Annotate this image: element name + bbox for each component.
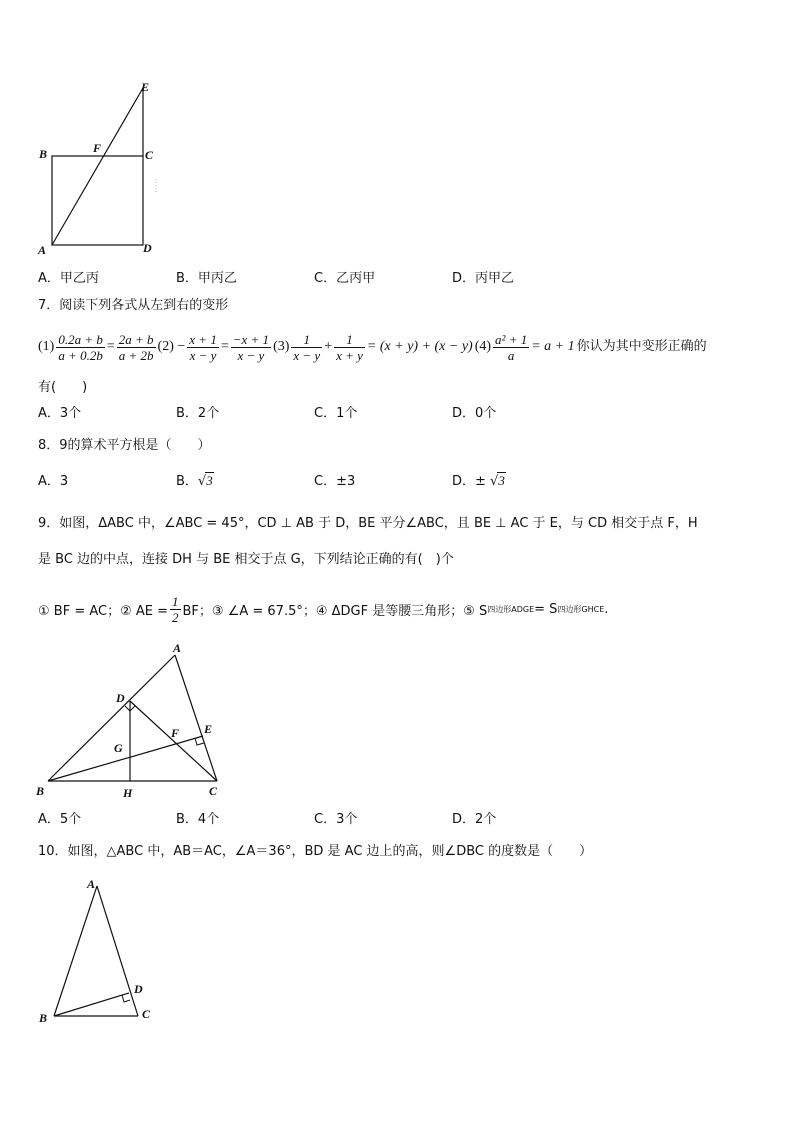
q7-expressions [38, 327, 707, 367]
q7-option-b[interactable]: B．2个 [176, 406, 220, 421]
label-e: E [141, 80, 150, 94]
right-angle-d [122, 995, 130, 1002]
q8-option-c[interactable]: C．±3 [314, 474, 356, 489]
q7-e3-rhs: = (x + y) + (x − y) [366, 339, 473, 354]
figure-triangle-abc-q9 [30, 638, 240, 804]
q9-option-d[interactable]: D．2个 [452, 812, 497, 827]
figure-square-abcd [30, 76, 170, 256]
q7-e2-label: (2) − [157, 339, 186, 354]
q7-line2: 有( ) [38, 380, 88, 395]
label-a: A [173, 641, 182, 655]
q6-option-a[interactable]: A．甲乙丙 [38, 271, 99, 286]
q9-area-sub-1: 四边形ADGE [487, 604, 535, 614]
q10-stem: 10．如图，△ABC 中，AB＝AC，∠A＝36°，BD 是 AC 边上的高，则∠DBC 的度数是（ ） [38, 844, 593, 859]
q6-option-c[interactable]: C．乙丙甲 [314, 271, 376, 286]
q9-option-a[interactable]: A．5个 [38, 812, 82, 827]
altitude-bd [54, 993, 129, 1016]
q7-tail: 你认为其中变形正确的 [576, 339, 707, 354]
q7-option-d[interactable]: D．0个 [452, 406, 497, 421]
q8-option-b[interactable]: B．√3 [176, 473, 213, 489]
q9-conclusion-2: BF；③ ∠A = 67.5°；④ ΔDGF 是等腰三角形；⑤ S [182, 603, 488, 619]
square-abcd [52, 156, 143, 245]
q7-e4-rhs: = a + 1 [531, 339, 575, 354]
q7-option-c[interactable]: C．1个 [314, 406, 358, 421]
q7-e1-equals: = [106, 339, 115, 354]
label-b: B [39, 1011, 48, 1025]
q9-conclusions [38, 592, 608, 626]
label-g: G [114, 741, 123, 755]
q6-option-b[interactable]: B．甲丙乙 [176, 271, 237, 286]
q7-option-a[interactable]: A．3个 [38, 406, 82, 421]
figure-isosceles-triangle-q10 [30, 872, 170, 1032]
q8-option-d[interactable]: D．± √3 [452, 473, 505, 489]
label-a: A [38, 243, 47, 256]
q7-e3-frac1: $\frac{1}{x - y}$ [293, 331, 321, 363]
q8-stem: 8．9的算术平方根是（ ） [38, 438, 211, 453]
q7-e1-label: (1) [38, 339, 55, 354]
q7-e2-frac2: $\frac{-x + 1}{x - y}$ [232, 331, 270, 363]
q9-line2: 是 BC 边的中点，连接 DH 与 BE 相交于点 G，下列结论正确的有( )个 [38, 552, 454, 567]
q9-conclusion-1: ① BF = AC；② AE = [38, 603, 169, 619]
label-d: D [134, 982, 143, 996]
label-c: C [145, 148, 154, 162]
q9-area-sub-2: 四边形GHCE [557, 604, 605, 614]
label-d: D [143, 241, 152, 255]
label-d: D [116, 691, 125, 705]
q9-period: . [604, 601, 609, 617]
q9-option-c[interactable]: C．3个 [314, 812, 358, 827]
q7-e2-frac1: $\frac{x + 1}{x - y}$ [189, 331, 217, 363]
side-ab [54, 886, 97, 1016]
label-f: F [171, 726, 180, 740]
q7-e3-label: (3) [273, 339, 290, 354]
q7-e4-label: (4) [474, 339, 492, 354]
q7-e1-frac2: $\frac{2a + b}{a + 2b}$ [118, 331, 154, 363]
q9-option-b[interactable]: B．4个 [176, 812, 220, 827]
label-h: H [123, 786, 133, 800]
sqrt-icon: √ [490, 474, 499, 489]
label-e: E [204, 722, 213, 736]
q7-e4-frac: $\frac{\text{a² + 1}}{a}$ [495, 331, 528, 363]
q7-e1-frac1: $\frac{0.2a + b}{a + 0.2b}$ [58, 331, 103, 363]
label-a: A [87, 877, 96, 891]
label-f: F [93, 141, 102, 155]
q7-e3-frac2: $\frac{1}{x + y}$ [336, 331, 363, 363]
q9-line1: 9．如图，ΔABC 中，∠ABC = 45°，CD ⊥ AB 于 D，BE 平分∠ABC，且 BE ⊥ AC 于 E，与 CD 相交于点 F，H [38, 516, 698, 531]
sqrt-icon: √ [197, 474, 207, 489]
label-c: C [209, 784, 218, 798]
q9-equals-s: = S [534, 601, 558, 617]
q7-e2-equals: = [220, 339, 229, 354]
segment-ae [52, 88, 143, 245]
label-b: B [39, 147, 48, 161]
label-b: B [36, 784, 45, 798]
label-c: C [142, 1007, 151, 1021]
q8-option-a[interactable]: A．3 [38, 474, 69, 489]
q7-e3-plus: + [324, 339, 333, 354]
q6-option-d[interactable]: D．丙甲乙 [452, 271, 515, 286]
q9-half-frac: $\frac{1}{2}$ [172, 593, 179, 625]
q7-stem: 7．阅读下列各式从左到右的变形 [38, 298, 229, 313]
